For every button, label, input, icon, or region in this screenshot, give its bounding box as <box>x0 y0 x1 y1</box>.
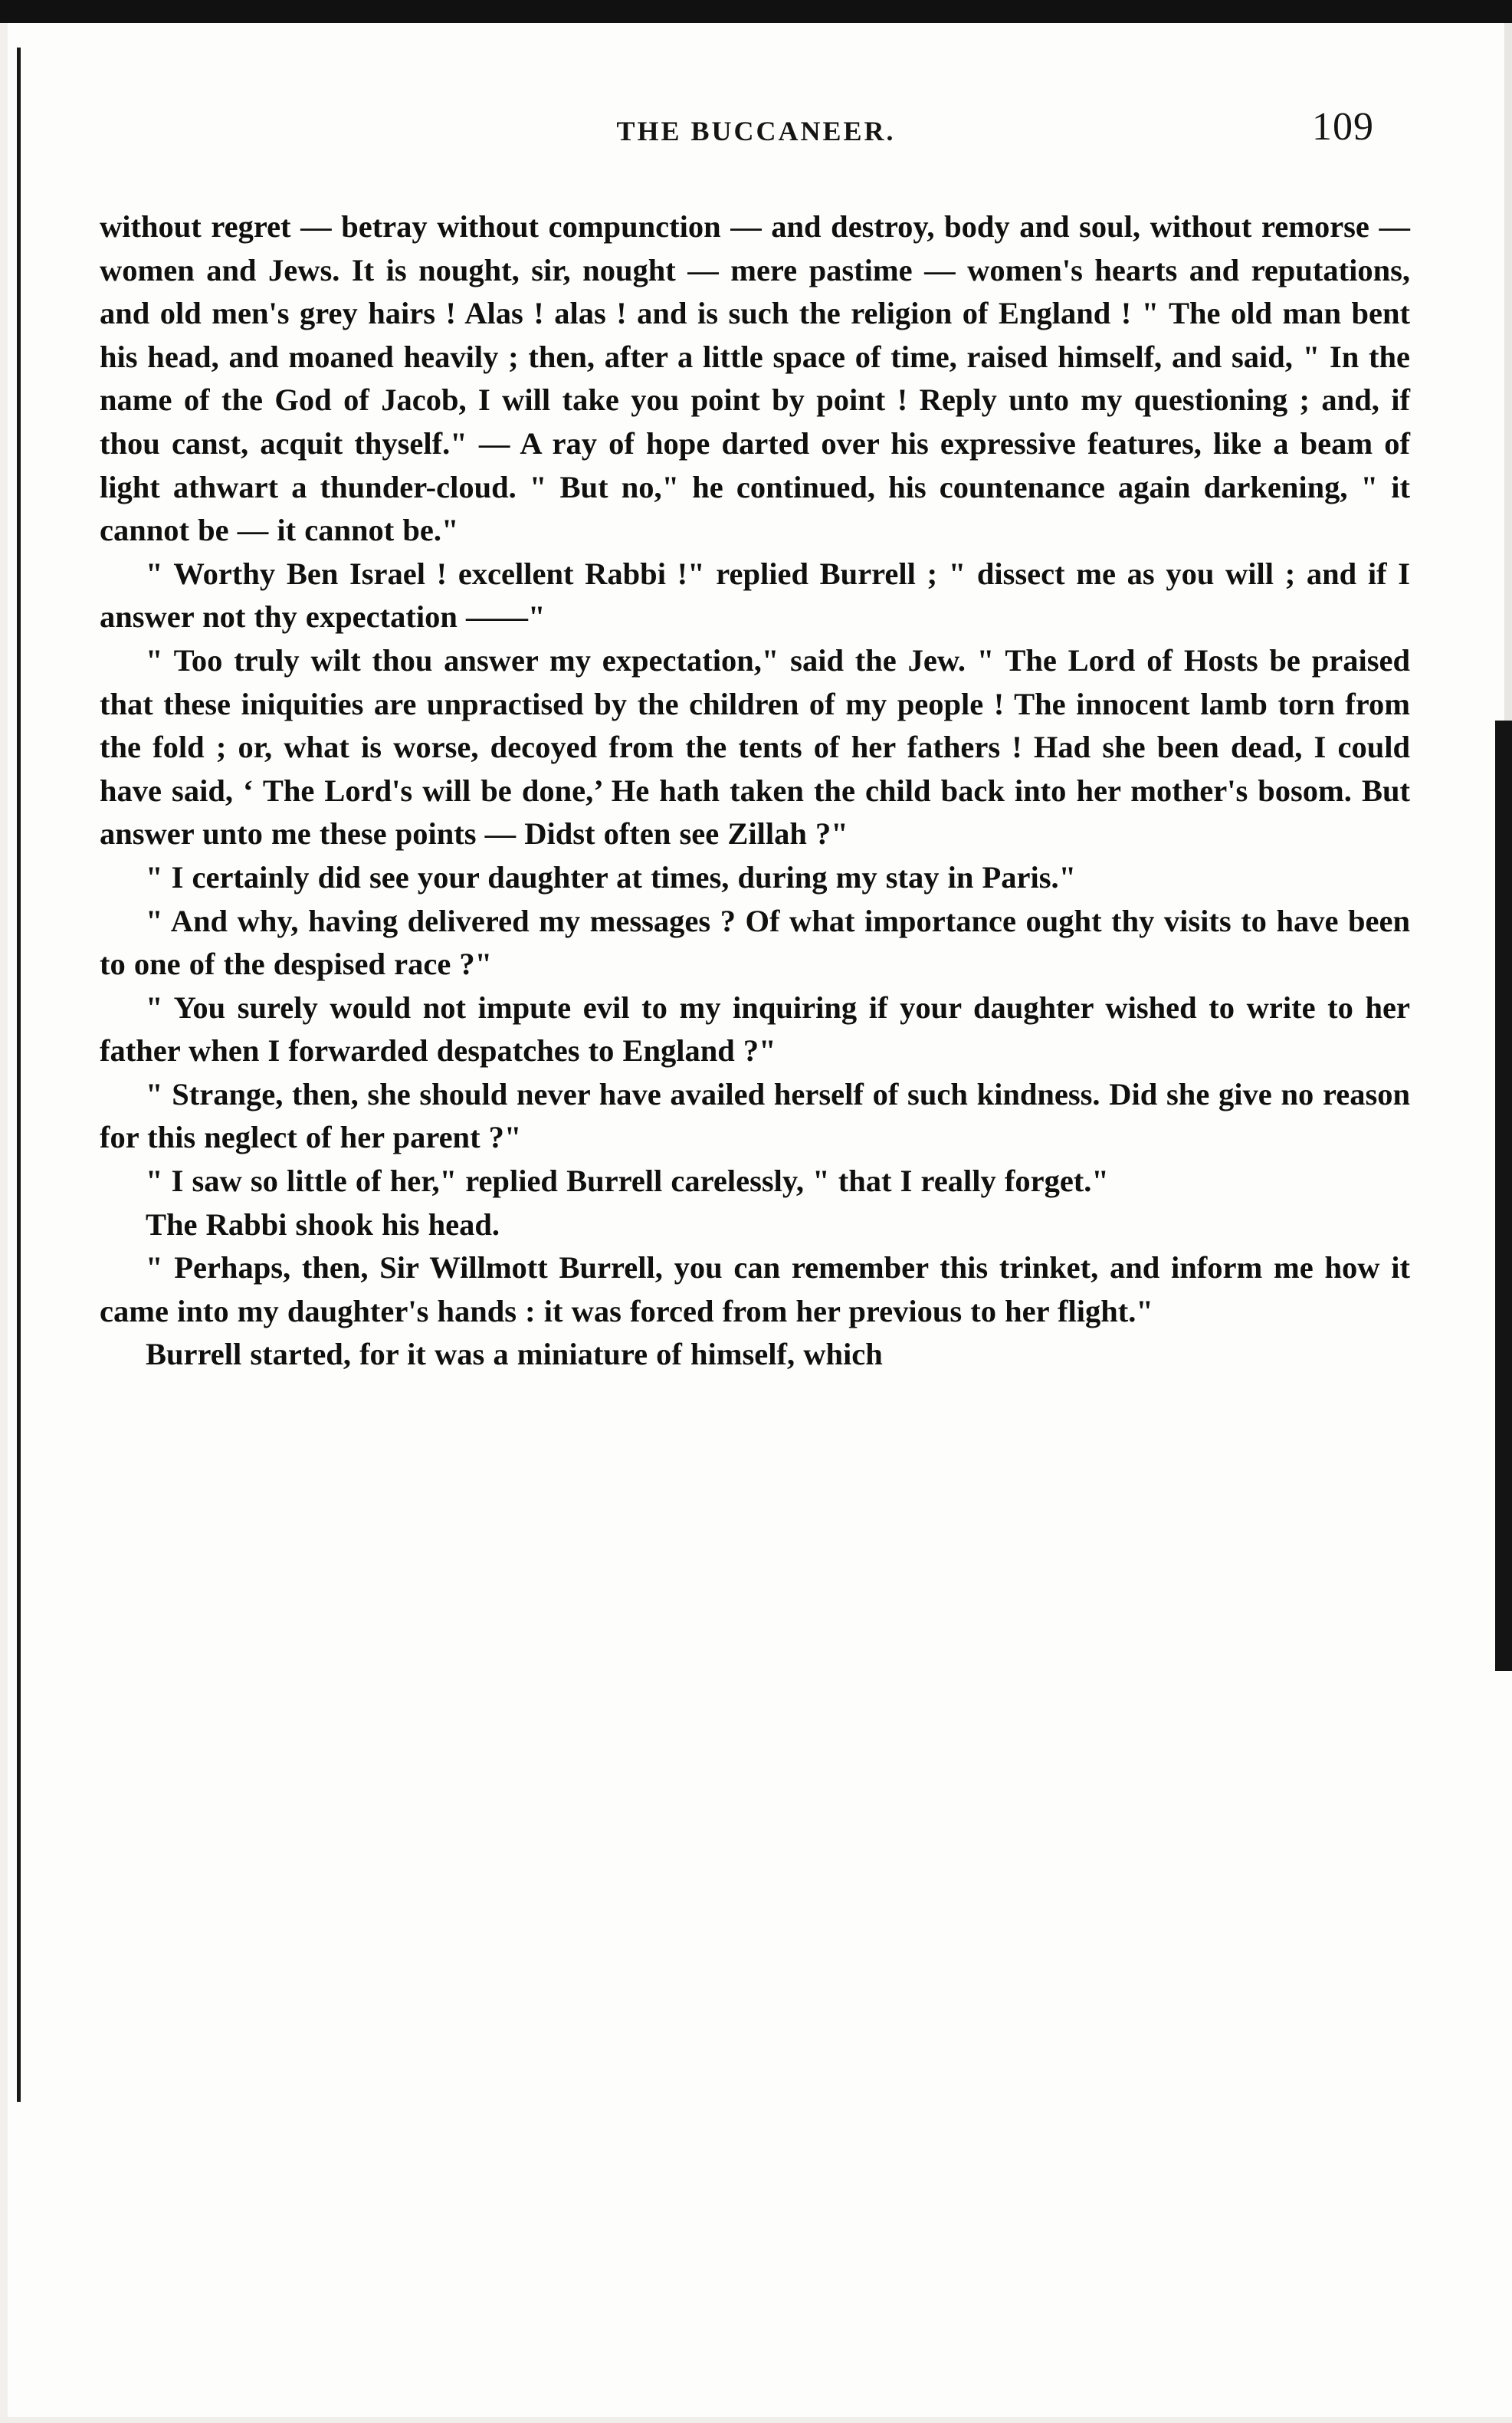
paragraph: without regret — betray without compunction — and destroy, body and soul, without remorse — women and Jews. It is nought, sir, nought — mere pastime — women's hearts and reputations, and old men's grey hairs ! Alas ! alas ! and is such the religion of England ! " The old man bent his head, and moaned heavily ; then, after a little space of time, raised himself, and said, " In the name of the God of Jacob, I will take you point by point ! Reply unto my questioning ; and, if thou canst, acquit thyself." — A ray of hope darted over his expressive features, like a beam of light athwart a thunder-cloud. " But no," he continued, his countenance again darkening, " it cannot be — it cannot be." <box>100 209 1410 548</box>
paragraph: " And why, having delivered my messages ? Of what importance ought thy visits to have been to one of the despised race ?" <box>100 903 1410 982</box>
paragraph: " Too truly wilt thou answer my expectation," said the Jew. " The Lord of Hosts be praised that these iniquities are unpractised by the children of my people ! The innocent lamb torn from the fold ; or, what is worse, decoyed from the tents of her fathers ! Had she been dead, I could have said, ‘ The Lord's will be done,’ He hath taken the child back into her mother's bosom. But answer unto me these points — Didst often see Zillah ?" <box>100 642 1410 852</box>
paragraph: " You surely would not impute evil to my inquiring if your daughter wished to write to her father when I forwarded despatches to England ?" <box>100 990 1410 1069</box>
page-body-text <box>100 205 1410 1377</box>
paragraph: " Strange, then, she should never have availed herself of such kindness. Did she give no reason for this neglect of her parent ?" <box>100 1076 1410 1155</box>
paragraph: " I saw so little of her," replied Burrell carelessly, " that I really forget." <box>146 1164 1109 1199</box>
paragraph: " I certainly did see your daughter at times, during my stay in Paris." <box>146 859 1077 895</box>
paragraph: Burrell started, for it was a miniature of himself, which <box>146 1337 883 1372</box>
page-header <box>0 105 1512 169</box>
scan-edge-left-rule <box>17 48 21 2102</box>
paragraph: " Perhaps, then, Sir Willmott Burrell, you can remember this trinket, and inform me how it came into my daughter's hands : it was forced from her previous to her flight." <box>100 1250 1410 1328</box>
scan-edge-bottom <box>0 2417 1512 2423</box>
scan-edge-right-shadow <box>1495 721 1512 1671</box>
scan-edge-left-margin <box>0 23 8 2423</box>
paragraph: The Rabbi shook his head. <box>146 1207 500 1242</box>
page-number: 109 <box>1312 105 1374 149</box>
running-head: THE BUCCANEER. <box>616 116 896 146</box>
scan-edge-top <box>0 0 1512 23</box>
paragraph: " Worthy Ben Israel ! excellent Rabbi !" replied Burrell ; " dissect me as you will ; and if I answer not thy expectation ——" <box>100 556 1410 635</box>
